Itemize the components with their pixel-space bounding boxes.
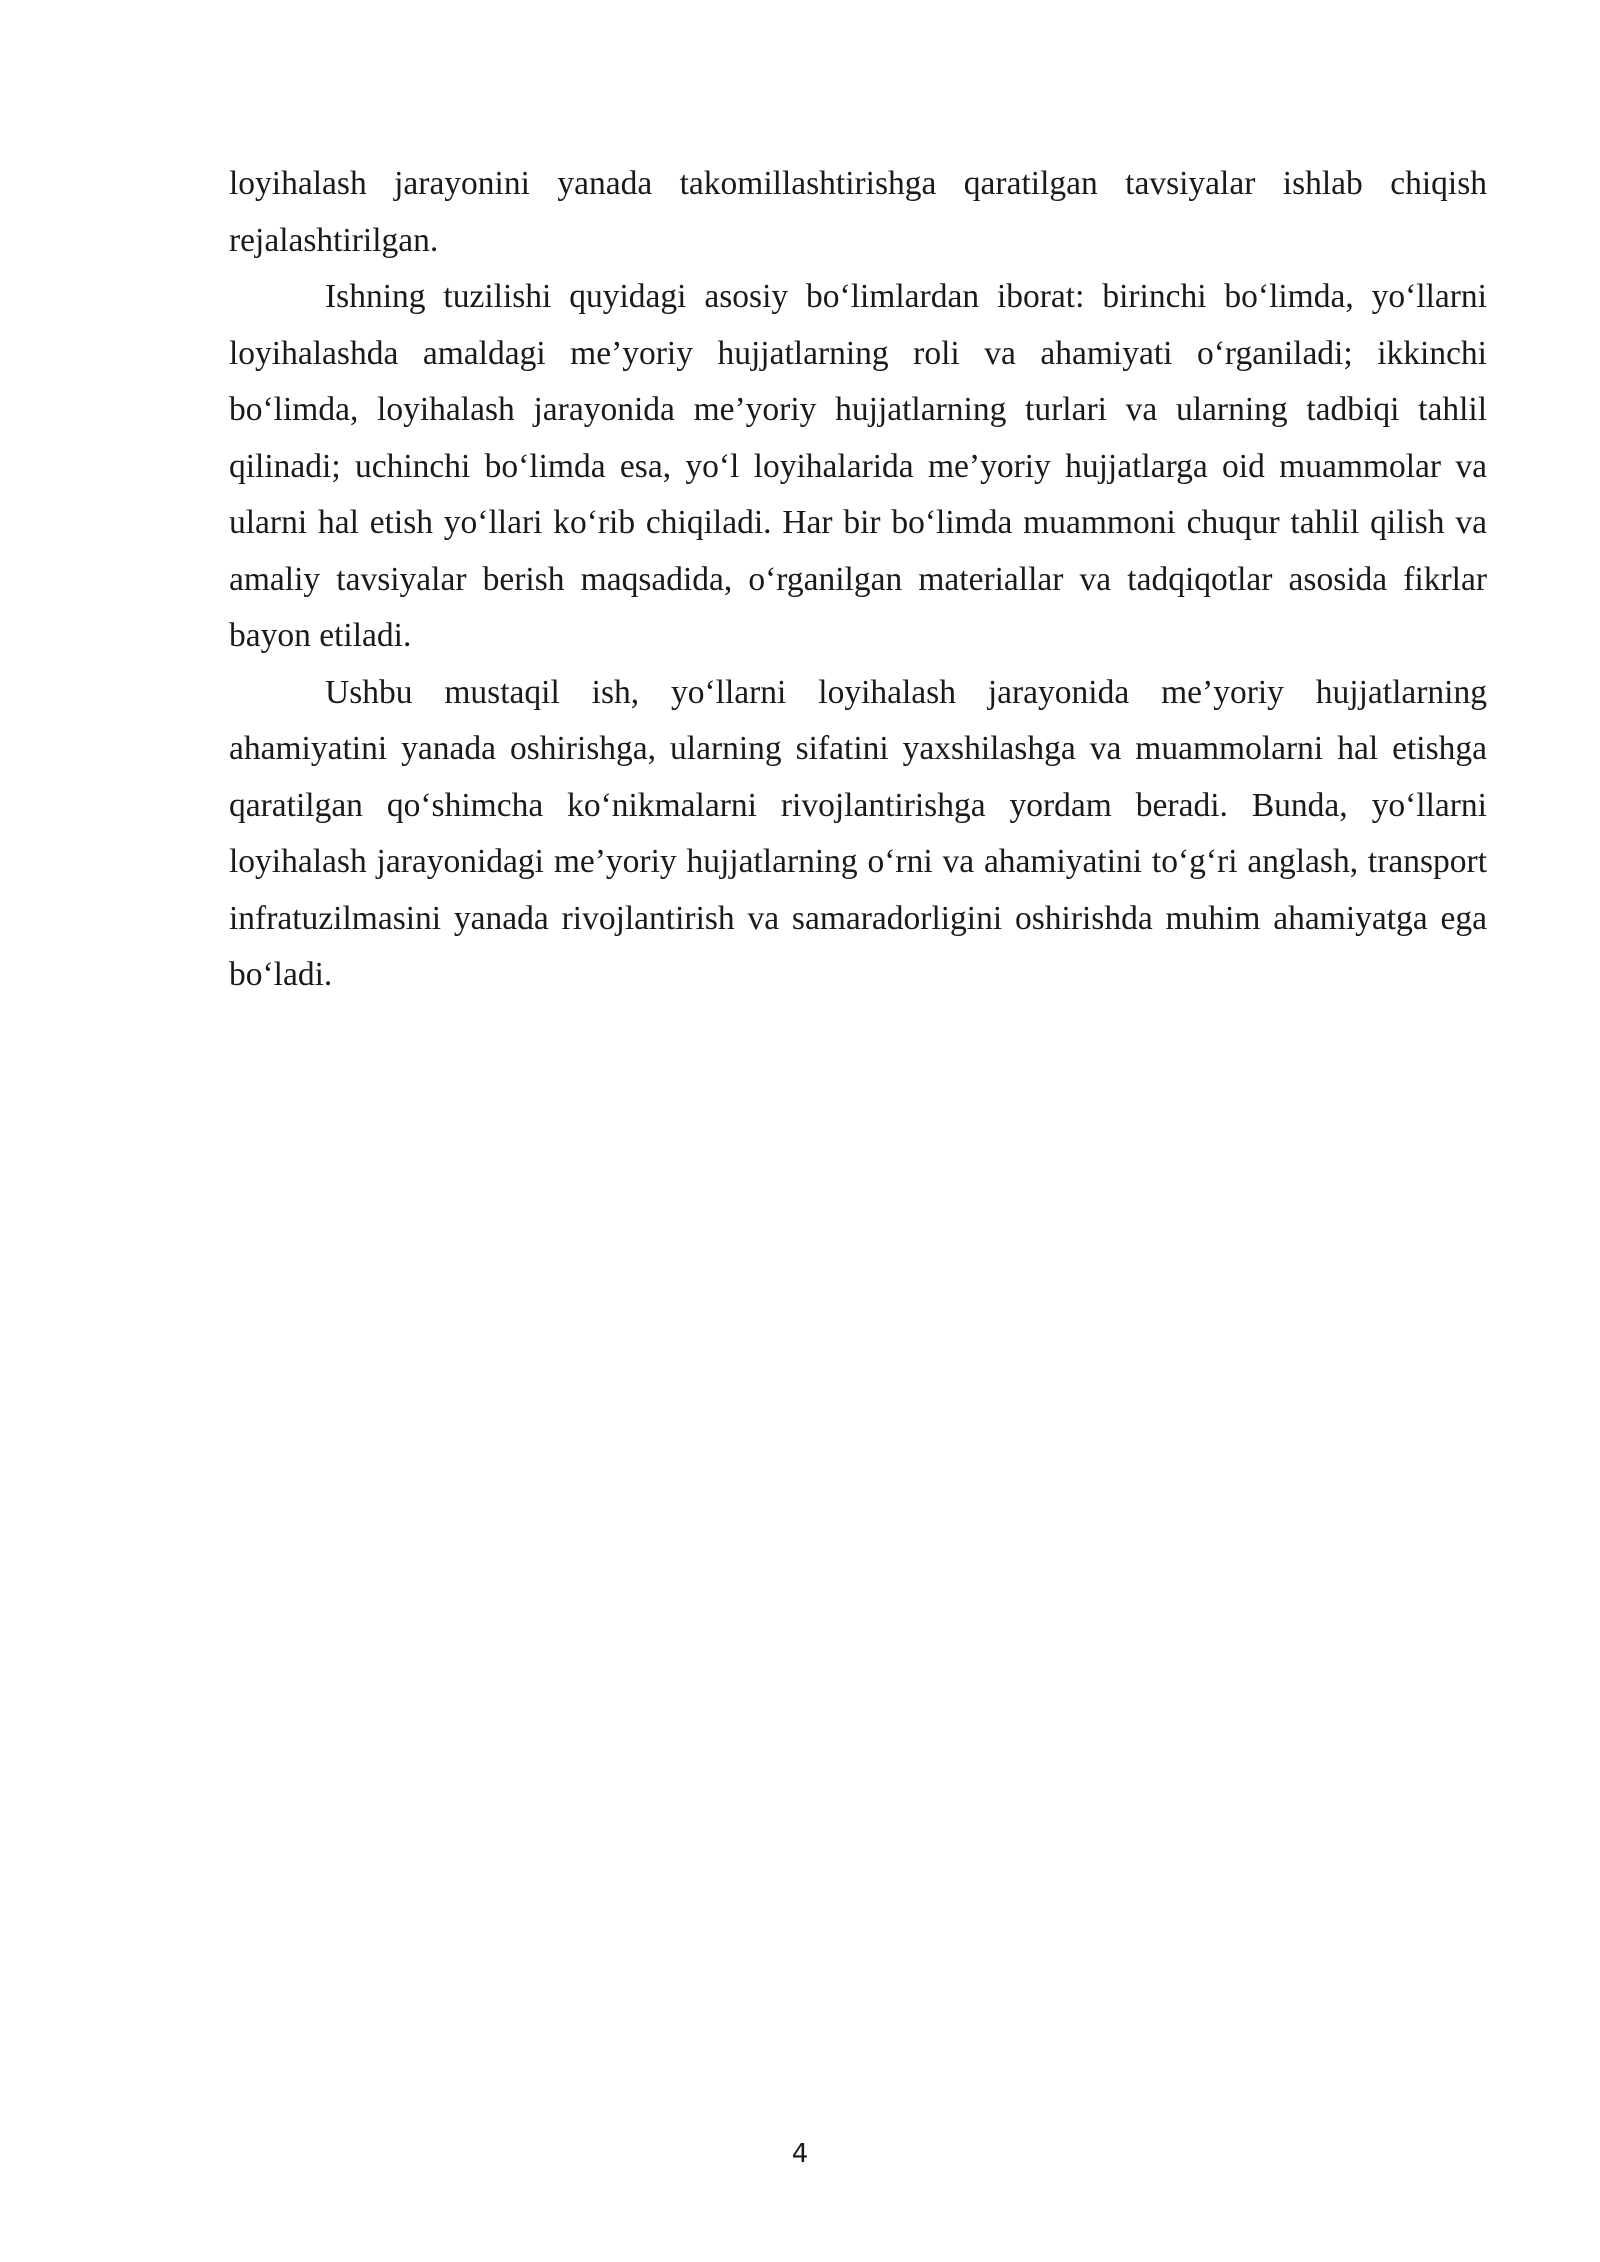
document-body [229, 156, 1487, 1004]
paragraph-structure: Ishning tuzilishi quyidagi asosiy bo‘limlardan iborat: birinchi bo‘limda, yo‘llarni loyihalashda amaldagi me’yoriy hujjatlarning roli va ahamiyati o‘rganiladi; ikkinchi bo‘limda, loyihalash jarayonida me’yoriy hujjatlarning turlari va ularning tadbiqi tahlil qilinadi; uchinchi bo‘limda esa, yo‘l loyihalarida me’yoriy hujjatlarga oid muammolar va ularni hal etish yo‘llari ko‘rib chiqiladi. Har bir bo‘limda muammoni chuqur tahlil qilish va amaliy tavsiyalar berish maqsadida, o‘rganilgan materiallar va tadqiqotlar asosida fikrlar bayon etiladi. [229, 278, 1487, 654]
page-number: 4 [791, 2139, 809, 2169]
paragraph-conclusion: Ushbu mustaqil ish, yo‘llarni loyihalash jarayonida me’yoriy hujjatlarning ahamiyatini yanada oshirishga, ularning sifatini yaxshilashga va muammolarni hal etishga qaratilgan qo‘shimcha ko‘nikmalarni rivojlantirishga yordam beradi. Bunda, yo‘llarni loyihalash jarayonidagi me’yoriy hujjatlarning o‘rni va ahamiyatini to‘g‘ri anglash, transport infratuzilmasini yanada rivojlantirish va samaradorligini oshirishda muhim ahamiyatga ega bo‘ladi. [229, 673, 1487, 993]
paragraph-continuation: loyihalash jarayonini yanada takomillashtirishga qaratilgan tavsiyalar ishlab chiqish rejalashtirilgan. [229, 165, 1487, 259]
